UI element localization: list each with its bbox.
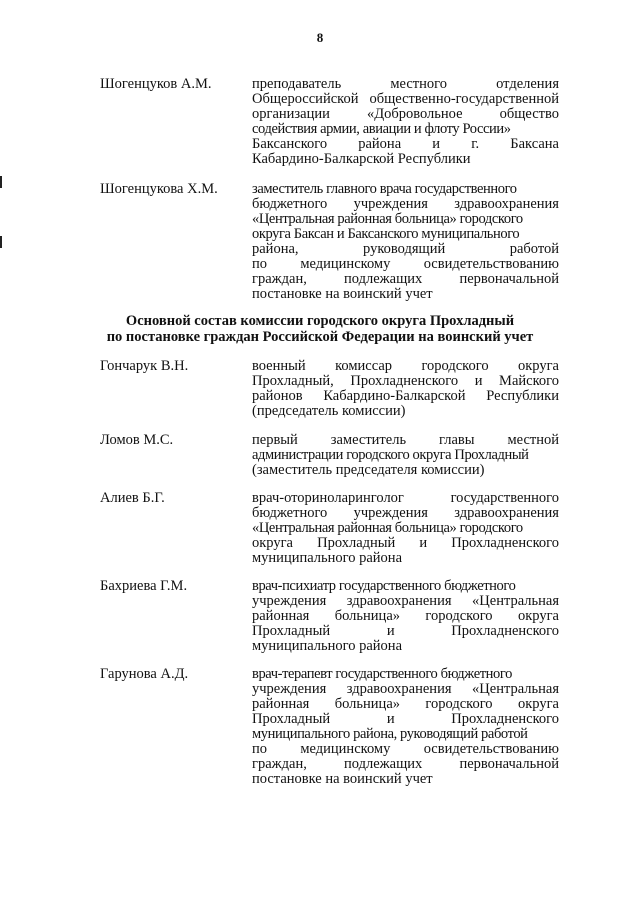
position-word: здравоохранения [346, 681, 452, 697]
position-word: местного [390, 76, 447, 92]
position-word: Прохладный, [252, 373, 334, 389]
position-word: отделения [496, 76, 559, 92]
position-word: учреждения [252, 593, 327, 609]
position-line [252, 772, 559, 787]
section-heading-line-2: по постановке граждан Российской Федерации на воинский учет [106, 329, 534, 345]
position-line [252, 242, 559, 257]
position-word: здравоохранения [454, 505, 559, 521]
position-line [252, 92, 559, 107]
position-word: здравоохранения [454, 196, 559, 212]
position-word: округа [252, 535, 293, 551]
position-word: Прохладный [317, 535, 396, 551]
position-word: (заместитель председателя комиссии) [252, 462, 485, 478]
position-line [252, 77, 559, 92]
position-line [252, 257, 559, 272]
position-word: Кабардино-Балкарской [323, 388, 466, 404]
position-word: Прохладненского [451, 711, 559, 727]
position-word: здравоохранения [346, 593, 452, 609]
position-word: Прохладненского [350, 373, 459, 389]
position-line [252, 463, 559, 478]
position-word: бюджетного [252, 505, 328, 521]
member-position [252, 579, 559, 654]
position-line [252, 374, 559, 389]
position-word: первоначальной [459, 271, 559, 287]
position-word: по [252, 741, 268, 757]
position-word: подлежащих [344, 271, 423, 287]
position-line [252, 506, 559, 521]
position-word: «Центральная районная больница» городского [252, 211, 523, 227]
page-number: 8 [316, 30, 324, 45]
position-line [252, 536, 559, 551]
position-line [252, 197, 559, 212]
position-word: военный [252, 358, 306, 374]
position-word: Кабардино-Балкарской Республики [252, 151, 471, 167]
position-line [252, 137, 559, 152]
position-word: муниципального района [252, 550, 402, 566]
position-line [252, 727, 559, 742]
position-word: бюджетного [252, 196, 328, 212]
position-line [252, 287, 559, 302]
position-word: «Центральная районная больница» городского [252, 520, 523, 536]
position-word: врач-психиатр государственного бюджетного [252, 578, 516, 594]
position-word: «Центральная [472, 593, 559, 609]
position-line [252, 448, 559, 463]
position-word: организации [252, 106, 330, 122]
member-name: Шогенцуков А.М. [100, 76, 212, 92]
position-line [252, 639, 559, 654]
margin-mark [0, 176, 2, 188]
position-line [252, 152, 559, 167]
position-word: муниципального района [252, 638, 402, 654]
position-line [252, 712, 559, 727]
position-word: руководящий [363, 241, 446, 257]
position-word: врач-терапевт государственного бюджетного [252, 666, 512, 682]
position-word: государственного [450, 490, 559, 506]
position-line [252, 227, 559, 242]
position-line [252, 182, 559, 197]
position-word: района, [252, 241, 299, 257]
position-word: первоначальной [459, 756, 559, 772]
position-word: заместитель главного врача государственного [252, 181, 517, 197]
position-word: содействия армии, авиации и флоту России» [252, 121, 511, 137]
position-word: и [386, 711, 395, 727]
position-word: общественно-государственной [369, 91, 559, 107]
position-word: муниципального района, руководящий работой [252, 726, 528, 742]
position-word: и [432, 136, 441, 152]
position-line [252, 594, 559, 609]
position-word: Майского [499, 373, 559, 389]
position-line [252, 697, 559, 712]
position-word: Баксанского [252, 136, 328, 152]
position-line [252, 107, 559, 122]
position-word: Прохладный [252, 711, 331, 727]
position-word: работой [509, 241, 559, 257]
member-position [252, 182, 559, 302]
position-word: постановке на воинский учет [252, 771, 433, 787]
position-line [252, 122, 559, 137]
position-line [252, 389, 559, 404]
position-word: учреждения [353, 505, 428, 521]
position-word: Прохладный [252, 623, 331, 639]
section-heading [0, 313, 640, 345]
position-word: «Центральная [472, 681, 559, 697]
position-word: врач-оториноларинголог [252, 490, 404, 506]
position-word: учреждения [252, 681, 327, 697]
position-line [252, 551, 559, 566]
position-word: (председатель комиссии) [252, 403, 406, 419]
position-line [252, 359, 559, 374]
section-heading-line-1: Основной состав комиссии городского округа Прохладный [125, 313, 515, 329]
position-word: главы [439, 432, 475, 448]
position-word: администрации городского округа Прохладный [252, 447, 529, 463]
position-line [252, 212, 559, 227]
position-word: учреждения [353, 196, 428, 212]
position-word: Прохладненского [451, 623, 559, 639]
position-word: по [252, 256, 268, 272]
member-position [252, 433, 559, 478]
member-name: Гарунова А.Д. [100, 666, 189, 682]
position-line [252, 682, 559, 697]
position-line [252, 491, 559, 506]
position-word: граждан, [252, 756, 307, 772]
member-name: Ломов М.С. [100, 432, 174, 448]
position-line [252, 579, 559, 594]
member-name: Бахриева Г.М. [100, 578, 188, 594]
position-line [252, 757, 559, 772]
position-word: городского [421, 358, 489, 374]
position-line [252, 624, 559, 639]
position-word: округа [517, 608, 559, 624]
position-word: граждан, [252, 271, 307, 287]
position-word: Общероссийской [252, 91, 359, 107]
position-line [252, 433, 559, 448]
position-word: медицинскому [300, 741, 391, 757]
position-word: Прохладненского [451, 535, 559, 551]
member-position [252, 667, 559, 787]
position-word: района [358, 136, 402, 152]
position-word: районная [252, 608, 310, 624]
position-word: округа [518, 358, 559, 374]
member-name: Алиев Б.Г. [100, 490, 165, 506]
position-word: городского [425, 696, 493, 712]
position-line [252, 404, 559, 419]
position-word: Республики [486, 388, 559, 404]
member-position [252, 491, 559, 566]
member-name: Шогенцукова Х.М. [100, 181, 218, 197]
position-word: Баксана [510, 136, 559, 152]
position-word: и [474, 373, 483, 389]
position-word: освидетельствованию [423, 741, 559, 757]
member-position [252, 77, 559, 167]
position-word: постановке на воинский учет [252, 286, 433, 302]
position-word: больница» [334, 608, 400, 624]
position-word: медицинскому [300, 256, 391, 272]
position-word: местной [507, 432, 559, 448]
position-line [252, 521, 559, 536]
position-line [252, 609, 559, 624]
position-word: общество [499, 106, 559, 122]
member-name: Гончарук В.Н. [100, 358, 189, 374]
position-word: районная [252, 696, 310, 712]
position-line [252, 272, 559, 287]
margin-mark [0, 236, 2, 248]
position-word: заместитель [330, 432, 407, 448]
position-word: округа [517, 696, 559, 712]
position-word: преподаватель [252, 76, 342, 92]
position-line [252, 667, 559, 682]
position-word: освидетельствованию [423, 256, 559, 272]
position-word: округа Баксан и Баксанского муниципального [252, 226, 520, 242]
position-word: больница» [334, 696, 400, 712]
position-word: «Добровольное [366, 106, 463, 122]
position-word: комиссар [335, 358, 393, 374]
position-word: и [419, 535, 428, 551]
position-word: г. [471, 136, 480, 152]
position-word: городского [425, 608, 493, 624]
position-line [252, 742, 559, 757]
member-position [252, 359, 559, 419]
position-word: и [386, 623, 395, 639]
position-word: подлежащих [344, 756, 423, 772]
position-word: первый [252, 432, 298, 448]
position-word: районов [252, 388, 303, 404]
